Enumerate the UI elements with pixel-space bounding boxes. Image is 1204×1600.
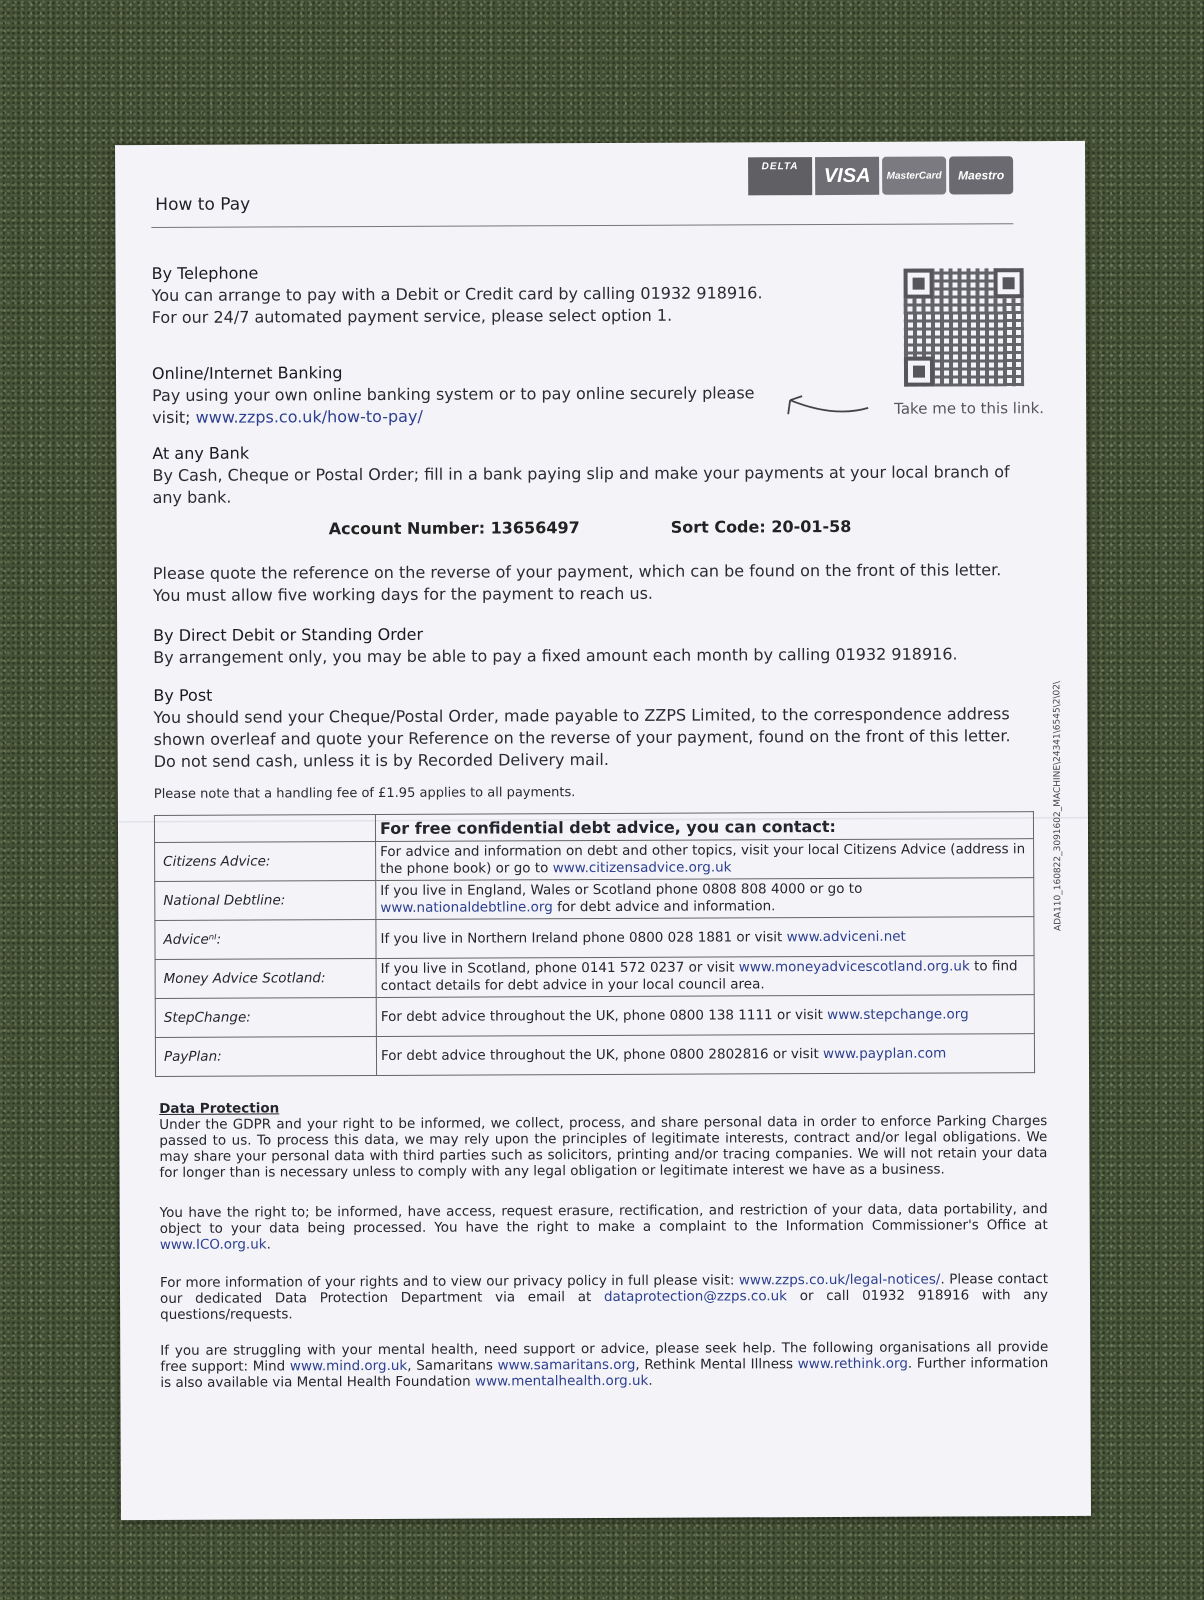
bank-section — [152, 439, 1032, 509]
delta-logo: DELTA — [748, 157, 812, 195]
data-protection-section — [159, 1097, 1047, 1181]
mh-text-a: If you are struggling with your mental health, need support or advice, please seek help. The following organisations all provide free support: Mind — [160, 1339, 1049, 1375]
account-number: Account Number: 13656497 — [328, 518, 580, 539]
privacy-text-a: For more information of your rights and to view our privacy policy in full please visit: — [159, 1272, 739, 1291]
sort-code: Sort Code: 20-01-58 — [670, 516, 852, 537]
org-info-text: For debt advice throughout the UK, phone 0800 2802816 or visit — [380, 1045, 824, 1064]
org-info — [376, 956, 1034, 998]
org-info-text: For advice and information on debt and other topics, visit your local Citizens Advice (address in the phone book) or go to — [380, 841, 1026, 877]
payplan-link[interactable]: www.payplan.com — [822, 1045, 947, 1062]
table-heading: For free confidential debt advice, you can contact: — [375, 812, 1033, 842]
rights-paragraph — [160, 1201, 1048, 1253]
privacy-paragraph — [160, 1271, 1048, 1323]
page-title: How to Pay — [155, 194, 251, 215]
online-section — [152, 360, 792, 429]
post-line-2: shown overleaf and quote your Reference on the reverse of your payment, found on the front of this letter. — [153, 726, 1011, 749]
table-row — [155, 839, 1034, 882]
table-row — [155, 956, 1034, 999]
reference-line-2: You must allow five working days for the payment to reach us. — [152, 583, 654, 605]
reference-note — [153, 559, 1053, 607]
qr-finder — [904, 269, 934, 299]
letter-sheet — [115, 141, 1091, 1520]
org-info-after: for debt advice and information. — [552, 898, 776, 916]
org-name: Adviceⁿᴵ: — [155, 919, 376, 959]
header-divider — [151, 223, 1013, 228]
telephone-line-2: For our 24/7 automated payment service, please select option 1. — [151, 305, 673, 327]
legal-notices-link[interactable]: www.zzps.co.uk/legal-notices/ — [738, 1271, 941, 1289]
handling-fee-note: Please note that a handling fee of £1.95 applies to all payments. — [153, 785, 576, 802]
online-heading: Online/Internet Banking — [151, 363, 343, 383]
mh-text-d: . Further information is also available via Mental Health Foundation — [160, 1355, 1049, 1391]
telephone-section — [152, 260, 763, 329]
online-line-2 — [152, 404, 792, 429]
org-name: Money Advice Scotland: — [155, 958, 376, 998]
rights-text-body: You have the right to; be informed, have access, request erasure, rectification, and restriction of your data, data portability, and object to your data being processed. You have the right to make a complaint to the Information Commissioner's Office at — [159, 1201, 1048, 1237]
org-info — [376, 878, 1034, 920]
arrow-icon — [784, 390, 870, 420]
rethink-link[interactable]: www.rethink.org — [797, 1355, 908, 1373]
table-row — [155, 917, 1034, 960]
org-name: StepChange: — [155, 997, 376, 1037]
visa-logo: VISA — [815, 157, 879, 195]
online-line-1: Pay using your own online banking system or to pay online securely please — [152, 383, 755, 405]
org-info — [376, 839, 1034, 881]
rights-text — [160, 1201, 1048, 1253]
mental-health-text — [160, 1339, 1048, 1391]
post-section — [153, 681, 1053, 773]
table-row — [155, 1034, 1034, 1077]
post-heading: By Post — [153, 685, 213, 705]
stepchange-link[interactable]: www.stepchange.org — [827, 1005, 969, 1023]
org-name: PayPlan: — [155, 1036, 376, 1076]
mh-text-c: , Rethink Mental Illness — [635, 1356, 798, 1373]
privacy-text-b: . Please contact our dedicated Data Protection Department via email at — [160, 1271, 1049, 1307]
rights-text-end: . — [266, 1236, 271, 1253]
org-info-text: If you live in England, Wales or Scotland phone 0808 808 4000 or go to — [380, 880, 863, 899]
post-line-3: Do not send cash, unless it is by Recorded Delivery mail. — [153, 749, 609, 771]
org-info-text: For debt advice throughout the UK, phone 0800 138 1111 or visit — [380, 1006, 828, 1025]
mental-health-paragraph — [160, 1339, 1048, 1391]
privacy-text — [160, 1271, 1048, 1323]
bank-text: By Cash, Cheque or Postal Order; fill in a bank paying slip and make your payments at your local branch of any bank. — [152, 462, 1010, 507]
direct-debit-section — [153, 621, 1053, 669]
org-info-after: to find contact details for debt advice in your local council area. — [380, 958, 1018, 994]
money-advice-scotland-link[interactable]: www.moneyadvicescotland.org.uk — [738, 958, 970, 976]
org-name: National Debtline: — [155, 880, 376, 920]
table-row — [155, 878, 1034, 921]
mastercard-logo: MasterCard — [882, 156, 946, 194]
qr-code[interactable] — [904, 268, 1025, 387]
document-reference-code: ADA110_160822_3091602_MACHINE\24341\6545\2\02\ — [1052, 681, 1064, 932]
ico-link[interactable]: www.ICO.org.uk — [159, 1236, 267, 1253]
samaritans-link[interactable]: www.samaritans.org — [497, 1356, 636, 1374]
mh-text-b: , Samaritans — [407, 1357, 498, 1374]
data-protection-heading: Data Protection — [159, 1100, 280, 1117]
adviceni-link[interactable]: www.adviceni.net — [786, 928, 906, 945]
telephone-heading: By Telephone — [151, 263, 259, 283]
card-logos — [748, 156, 1013, 195]
table-header-row — [154, 812, 1033, 843]
org-info-text: If you live in Northern Ireland phone 0800 028 1881 or visit — [380, 928, 787, 947]
data-protection-p1: Under the GDPR and your right to be informed, we collect, process, and share personal data in order to enforce Parking Charges passed to us. To process this data, we may rely upon the principles of legitimate interests, contract and/or legal obligations. We may share your personal data with third parties such as solicitors, printing and/or tracing companies. We will not retain your data for longer than is necessary unless to comply with any legal obligation or legitimate interest we have as a business. — [159, 1113, 1048, 1181]
bank-heading: At any Bank — [152, 443, 250, 463]
qr-finder — [904, 357, 934, 387]
dataprotection-email-link[interactable]: dataprotection@zzps.co.uk — [603, 1288, 788, 1306]
privacy-text-c: or call 01932 918916 with any questions/requests. — [160, 1287, 1049, 1323]
org-name: Citizens Advice: — [155, 841, 376, 881]
org-info — [376, 995, 1034, 1037]
direct-debit-heading: By Direct Debit or Standing Order — [153, 624, 424, 645]
online-prefix: visit; — [152, 407, 196, 427]
qr-finder — [994, 268, 1024, 298]
org-info — [376, 1034, 1034, 1076]
org-info — [376, 917, 1034, 959]
direct-debit-text: By arrangement only, you may be able to pay a fixed amount each month by calling 01932 918916. — [153, 644, 958, 667]
table-header-blank — [154, 814, 375, 842]
qr-caption: Take me to this link. — [894, 399, 1045, 418]
debt-advice-table — [154, 811, 1035, 1077]
citizens-advice-link[interactable]: www.citizensadvice.org.uk — [552, 859, 732, 877]
org-info-text: If you live in Scotland, phone 0141 572 0237 or visit — [380, 959, 739, 977]
mental-health-foundation-link[interactable]: www.mentalhealth.org.uk — [474, 1372, 649, 1390]
maestro-logo: Maestro — [949, 156, 1013, 194]
how-to-pay-link[interactable]: www.zzps.co.uk/how-to-pay/ — [195, 406, 423, 427]
mh-text-e: . — [648, 1372, 653, 1389]
mind-link[interactable]: www.mind.org.uk — [289, 1357, 408, 1375]
national-debtline-link[interactable]: www.nationaldebtline.org — [380, 899, 553, 916]
table-row — [155, 995, 1034, 1038]
post-line-1: You should send your Cheque/Postal Order, made payable to ZZPS Limited, to the correspondence address — [153, 704, 1010, 727]
telephone-line-1: You can arrange to pay with a Debit or Credit card by calling 01932 918916. — [151, 283, 763, 305]
reference-line-1: Please quote the reference on the reverse of your payment, which can be found on the front of this letter. — [152, 560, 1002, 583]
